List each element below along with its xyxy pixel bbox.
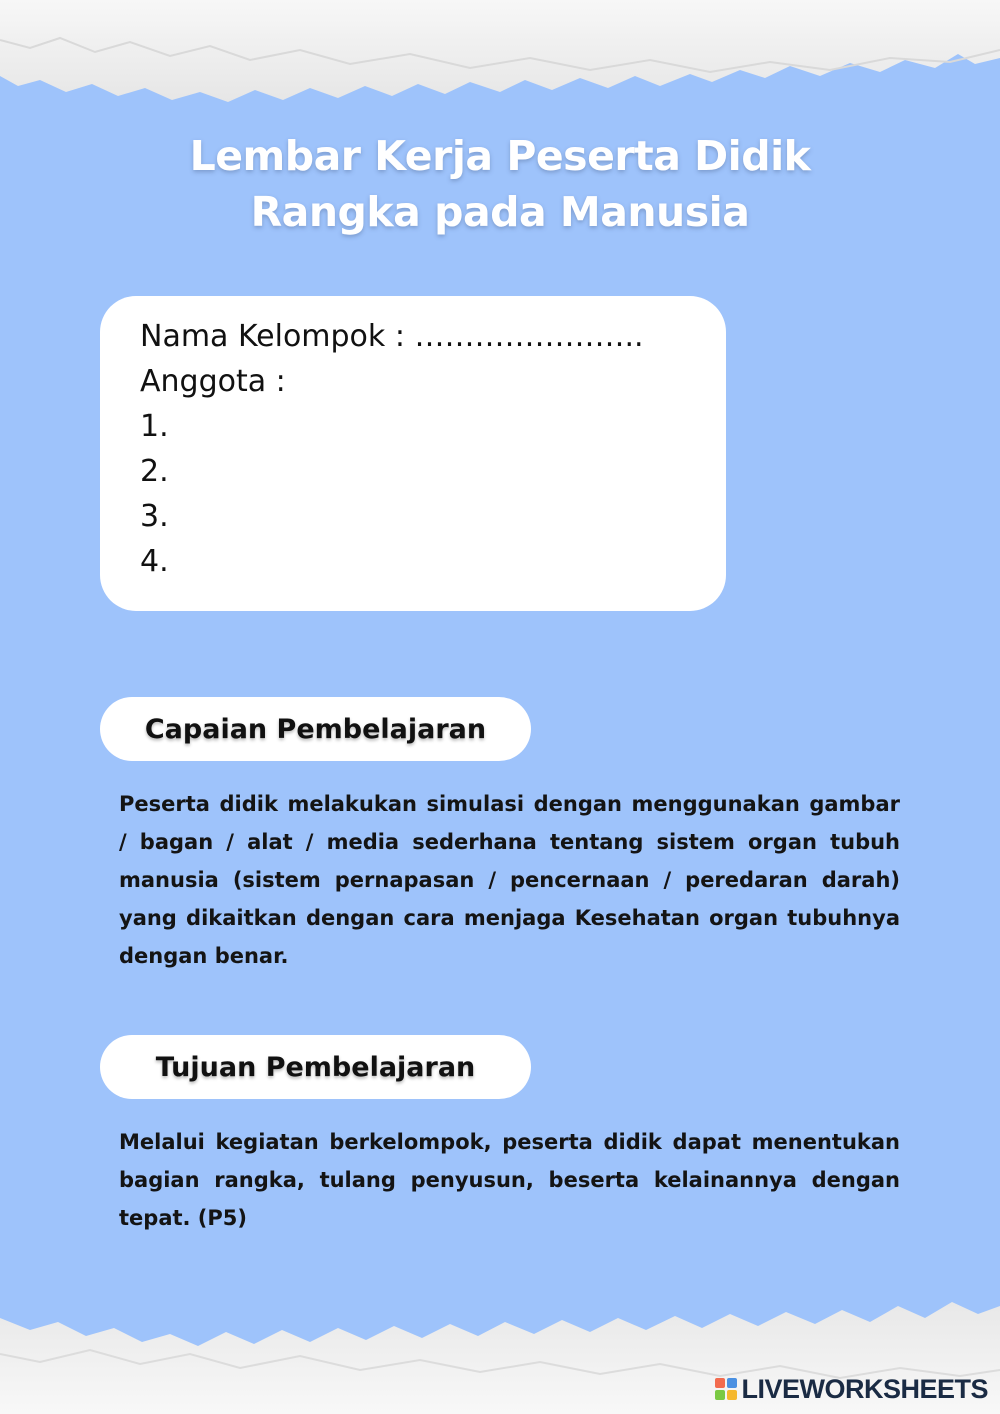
logo-text: LIVEWORKSHEETS xyxy=(741,1373,988,1404)
member-item-1: 1. xyxy=(140,409,169,444)
tujuan-text: Melalui kegiatan berkelompok, peserta didik dapat menentukan bagian rangka, tulang penyusun, beserta kelainannya dengan tepat. (P5) xyxy=(119,1130,900,1230)
logo-square-4 xyxy=(727,1390,737,1400)
liveworksheets-logo xyxy=(715,1372,988,1406)
member-item-4: 4. xyxy=(140,544,169,579)
page-title xyxy=(0,128,1000,240)
capaian-heading: Capaian Pembelajaran xyxy=(100,697,531,761)
capaian-text: Peserta didik melakukan simulasi dengan menggunakan gambar / bagan / alat / media sederhana tentang sistem organ tubuh manusia (sistem pernapasan / pencernaan / peredaran darah) yang dikaitkan dengan cara menjaga Kesehatan organ tubuhnya dengan benar. xyxy=(119,792,900,968)
group-name-label: Nama Kelompok : ………………….. xyxy=(140,319,644,354)
member-item-2: 2. xyxy=(140,454,169,489)
members-label: Anggota : xyxy=(140,364,286,399)
liveworksheets-logo-icon xyxy=(715,1378,737,1400)
logo-square-2 xyxy=(727,1378,737,1388)
torn-paper-top xyxy=(0,0,1000,110)
group-info-card xyxy=(100,296,726,611)
title-line-1: Lembar Kerja Peserta Didik xyxy=(189,132,811,180)
tujuan-heading: Tujuan Pembelajaran xyxy=(100,1035,531,1099)
title-line-2: Rangka pada Manusia xyxy=(250,188,750,236)
member-item-3: 3. xyxy=(140,499,169,534)
logo-square-1 xyxy=(715,1378,725,1388)
logo-square-3 xyxy=(715,1390,725,1400)
